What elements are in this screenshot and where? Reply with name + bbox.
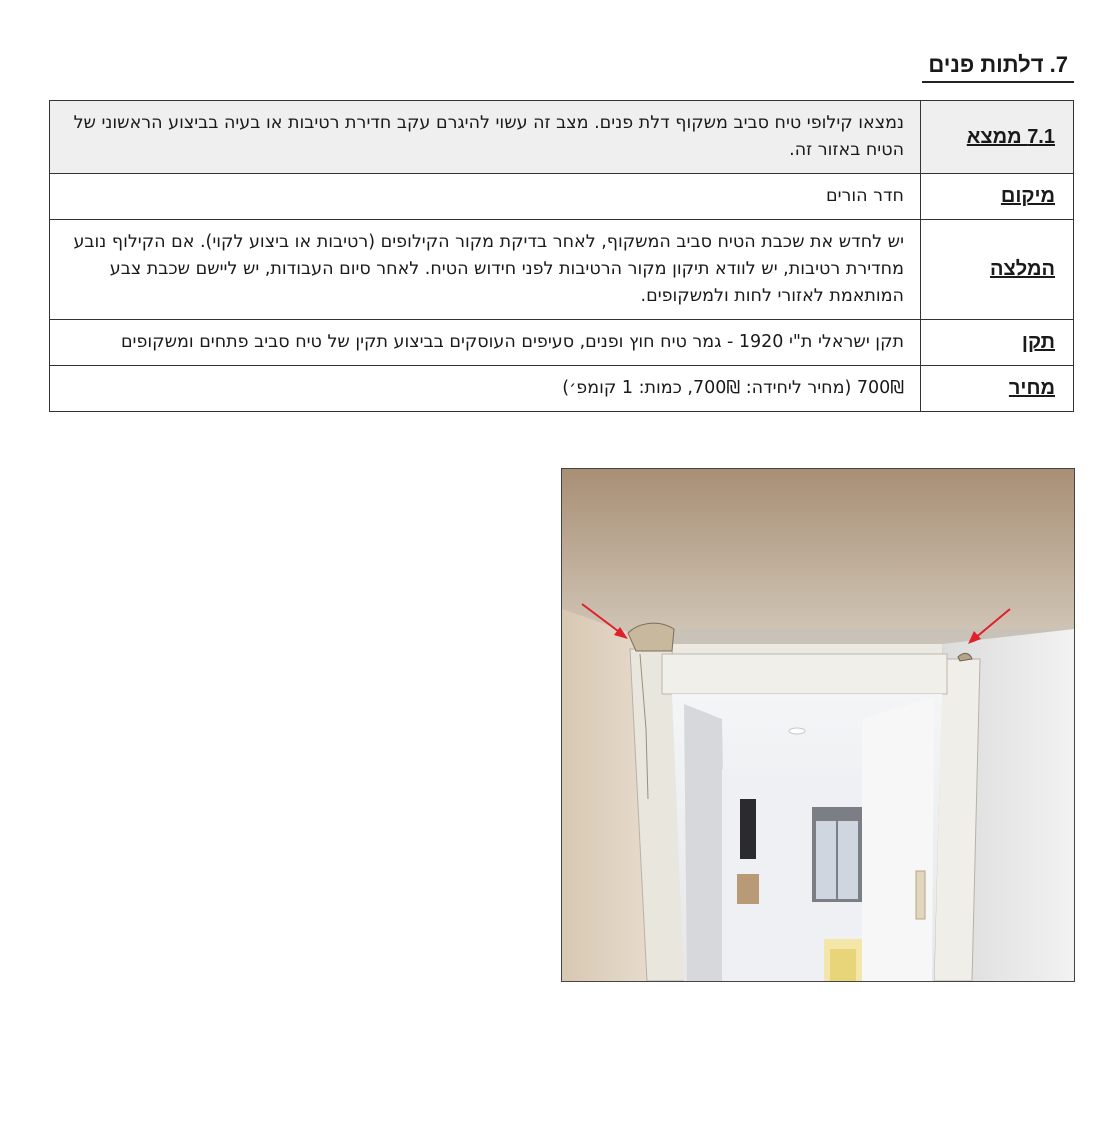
finding-label: 7.1 ממצא	[921, 101, 1074, 174]
table-row-price	[50, 366, 1074, 412]
door-frame-photo	[561, 468, 1075, 982]
table-row-location	[50, 174, 1074, 220]
recommendation-label: המלצה	[921, 220, 1074, 320]
table-row-finding	[50, 101, 1074, 174]
finding-value: נמצאו קילופי טיח סביב משקוף דלת פנים. מצב זה עשוי להיגרם עקב חדירת רטיבות או בעיה בביצוע הראשוני של הטיח באזור זה.	[50, 101, 921, 174]
table-row-standard	[50, 320, 1074, 366]
findings-table	[49, 100, 1074, 412]
location-label: מיקום	[921, 174, 1074, 220]
section-title: 7. דלתות פנים	[922, 52, 1074, 83]
table-row-recommendation	[50, 220, 1074, 320]
standard-value: תקן ישראלי ת"י 1920 - גמר טיח חוץ ופנים, סעיפים העוסקים בביצוע תקין של טיח סביב פתחים ומשקופים	[50, 320, 921, 366]
location-value: חדר הורים	[50, 174, 921, 220]
price-label: מחיר	[921, 366, 1074, 412]
recommendation-value: יש לחדש את שכבת הטיח סביב המשקוף, לאחר בדיקת מקור הקילופים (רטיבות או ביצוע לקוי). אם הקילוף נובע מחדירת רטיבות, יש לוודא תיקון מקור הרטיבות לפני חידוש הטיח. לאחר סיום העבודות, יש ליישם שכבת צבע המותאמת לאזורי לחות ולמשקופים.	[50, 220, 921, 320]
standard-label: תקן	[921, 320, 1074, 366]
price-value: 700₪ (מחיר ליחידה: 700₪, כמות: 1 קומפ׳)	[50, 366, 921, 412]
